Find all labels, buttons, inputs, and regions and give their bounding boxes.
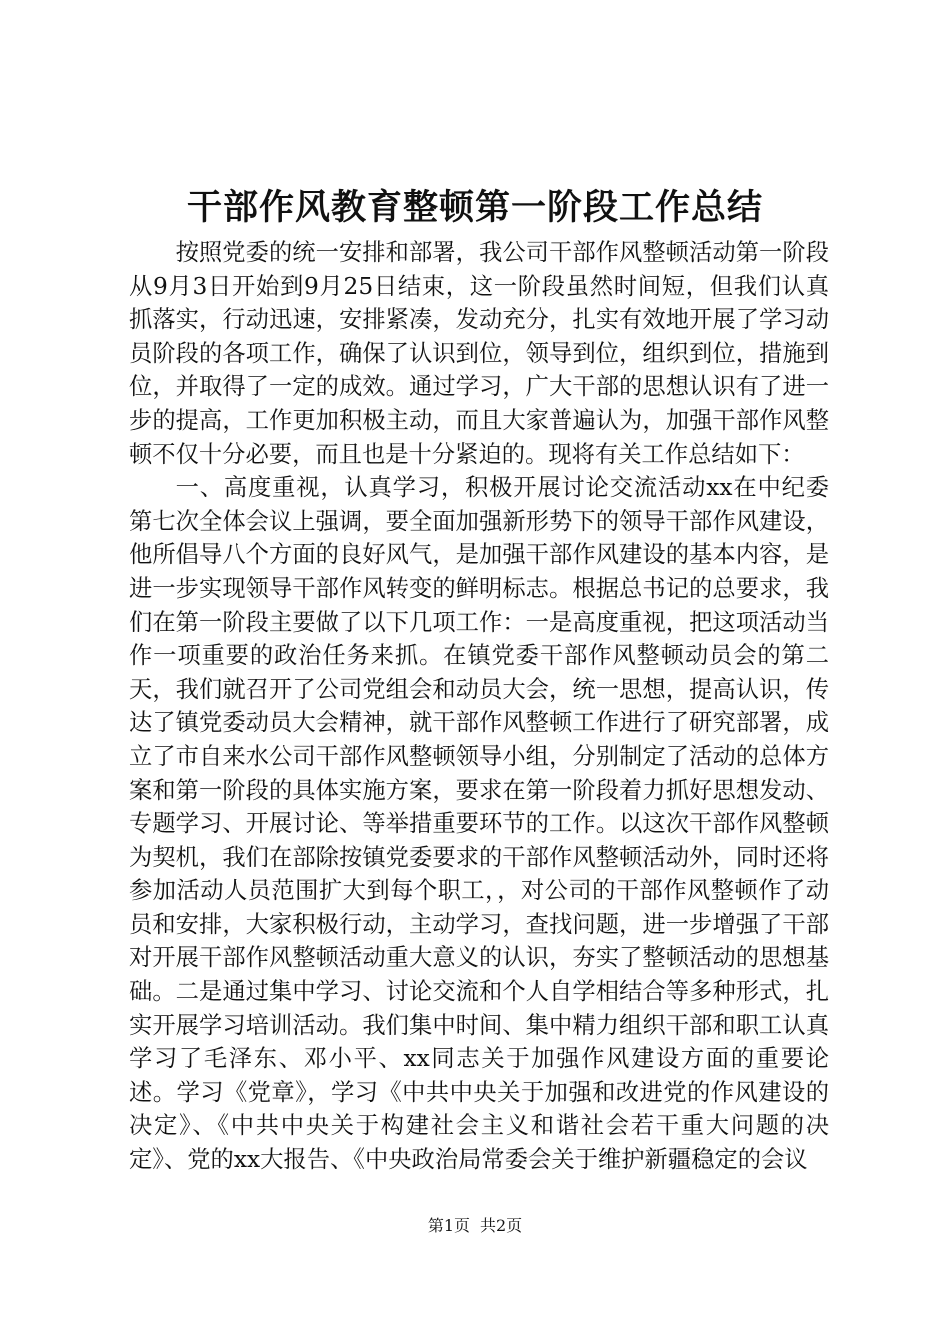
paragraph-intro: 按照党委的统一安排和部署，我公司干部作风整顿活动第一阶段从9月3日开始到9月25日结束，这一阶段虽然时间短，但我们认真抓落实，行动迅速，安排紧凑，发动充分，扎实有效地开展了学习动员阶段的各项工作，确保了认识到位，领导到位，组织到位，措施到位，并取得了一定的成效。通过学习，广大干部的思想认识有了进一步的提高，工作更加积极主动，而且大家普遍认为，加强干部作风整顿不仅十分必要，而且也是十分紧迫的。现将有关工作总结如下： [129,239,829,468]
document-title: 干部作风教育整顿第一阶段工作总结 [186,187,763,228]
page-number: 第1页 [427,1216,470,1235]
document-body [129,236,829,1177]
paragraph-section-one: 一、高度重视，认真学习，积极开展讨论交流活动xx在中纪委第七次全体会议上强调，要全面加强新形势下的领导干部作风建设，他所倡导八个方面的良好风气，是加强干部作风建设的基本内容，是进一步实现领导干部作风转变的鲜明标志。根据总书记的总要求，我们在第一阶段主要做了以下几项工作：一是高度重视，把这项活动当作一项重要的政治任务来抓。在镇党委干部作风整顿动员会的第二天，我们就召开了公司党组会和动员大会，统一思想，提高认识，传达了镇党委动员大会精神，就干部作风整顿工作进行了研究部署，成立了市自来水公司干部作风整顿领导小组，分别制定了活动的总体方案和第一阶段的具体实施方案，要求在第一阶段着力抓好思想发动、专题学习、开展讨论、等举措重要环节的工作。以这次干部作风整顿为契机，我们在部除按镇党委要求的干部作风整顿活动外，同时还将参加活动人员范围扩大到每个职工，，对公司的干部作风整顿作了动员和安排，大家积极行动，主动学习，查找问题，进一步增强了干部对开展干部作风整顿活动重大意义的认识，夯实了整顿活动的思想基础。二是通过集中学习、讨论交流和个人自学相结合等多种形式，扎实开展学习培训活动。我们集中时间、集中精力组织干部和职工认真学习了毛泽东、邓小平、xx同志关于加强作风建设方面的重要论述。学习《党章》，学习《中共中央关于加强和改进党的作风建设的决定》、《中共中央关于构建社会主义和谐社会若干重大问题的决定》、党的xx大报告、《中央政治局常委会关于维护新疆稳定的会议 [129,474,829,1174]
page-footer [0,1214,950,1238]
page-total: 共2页 [480,1216,523,1235]
